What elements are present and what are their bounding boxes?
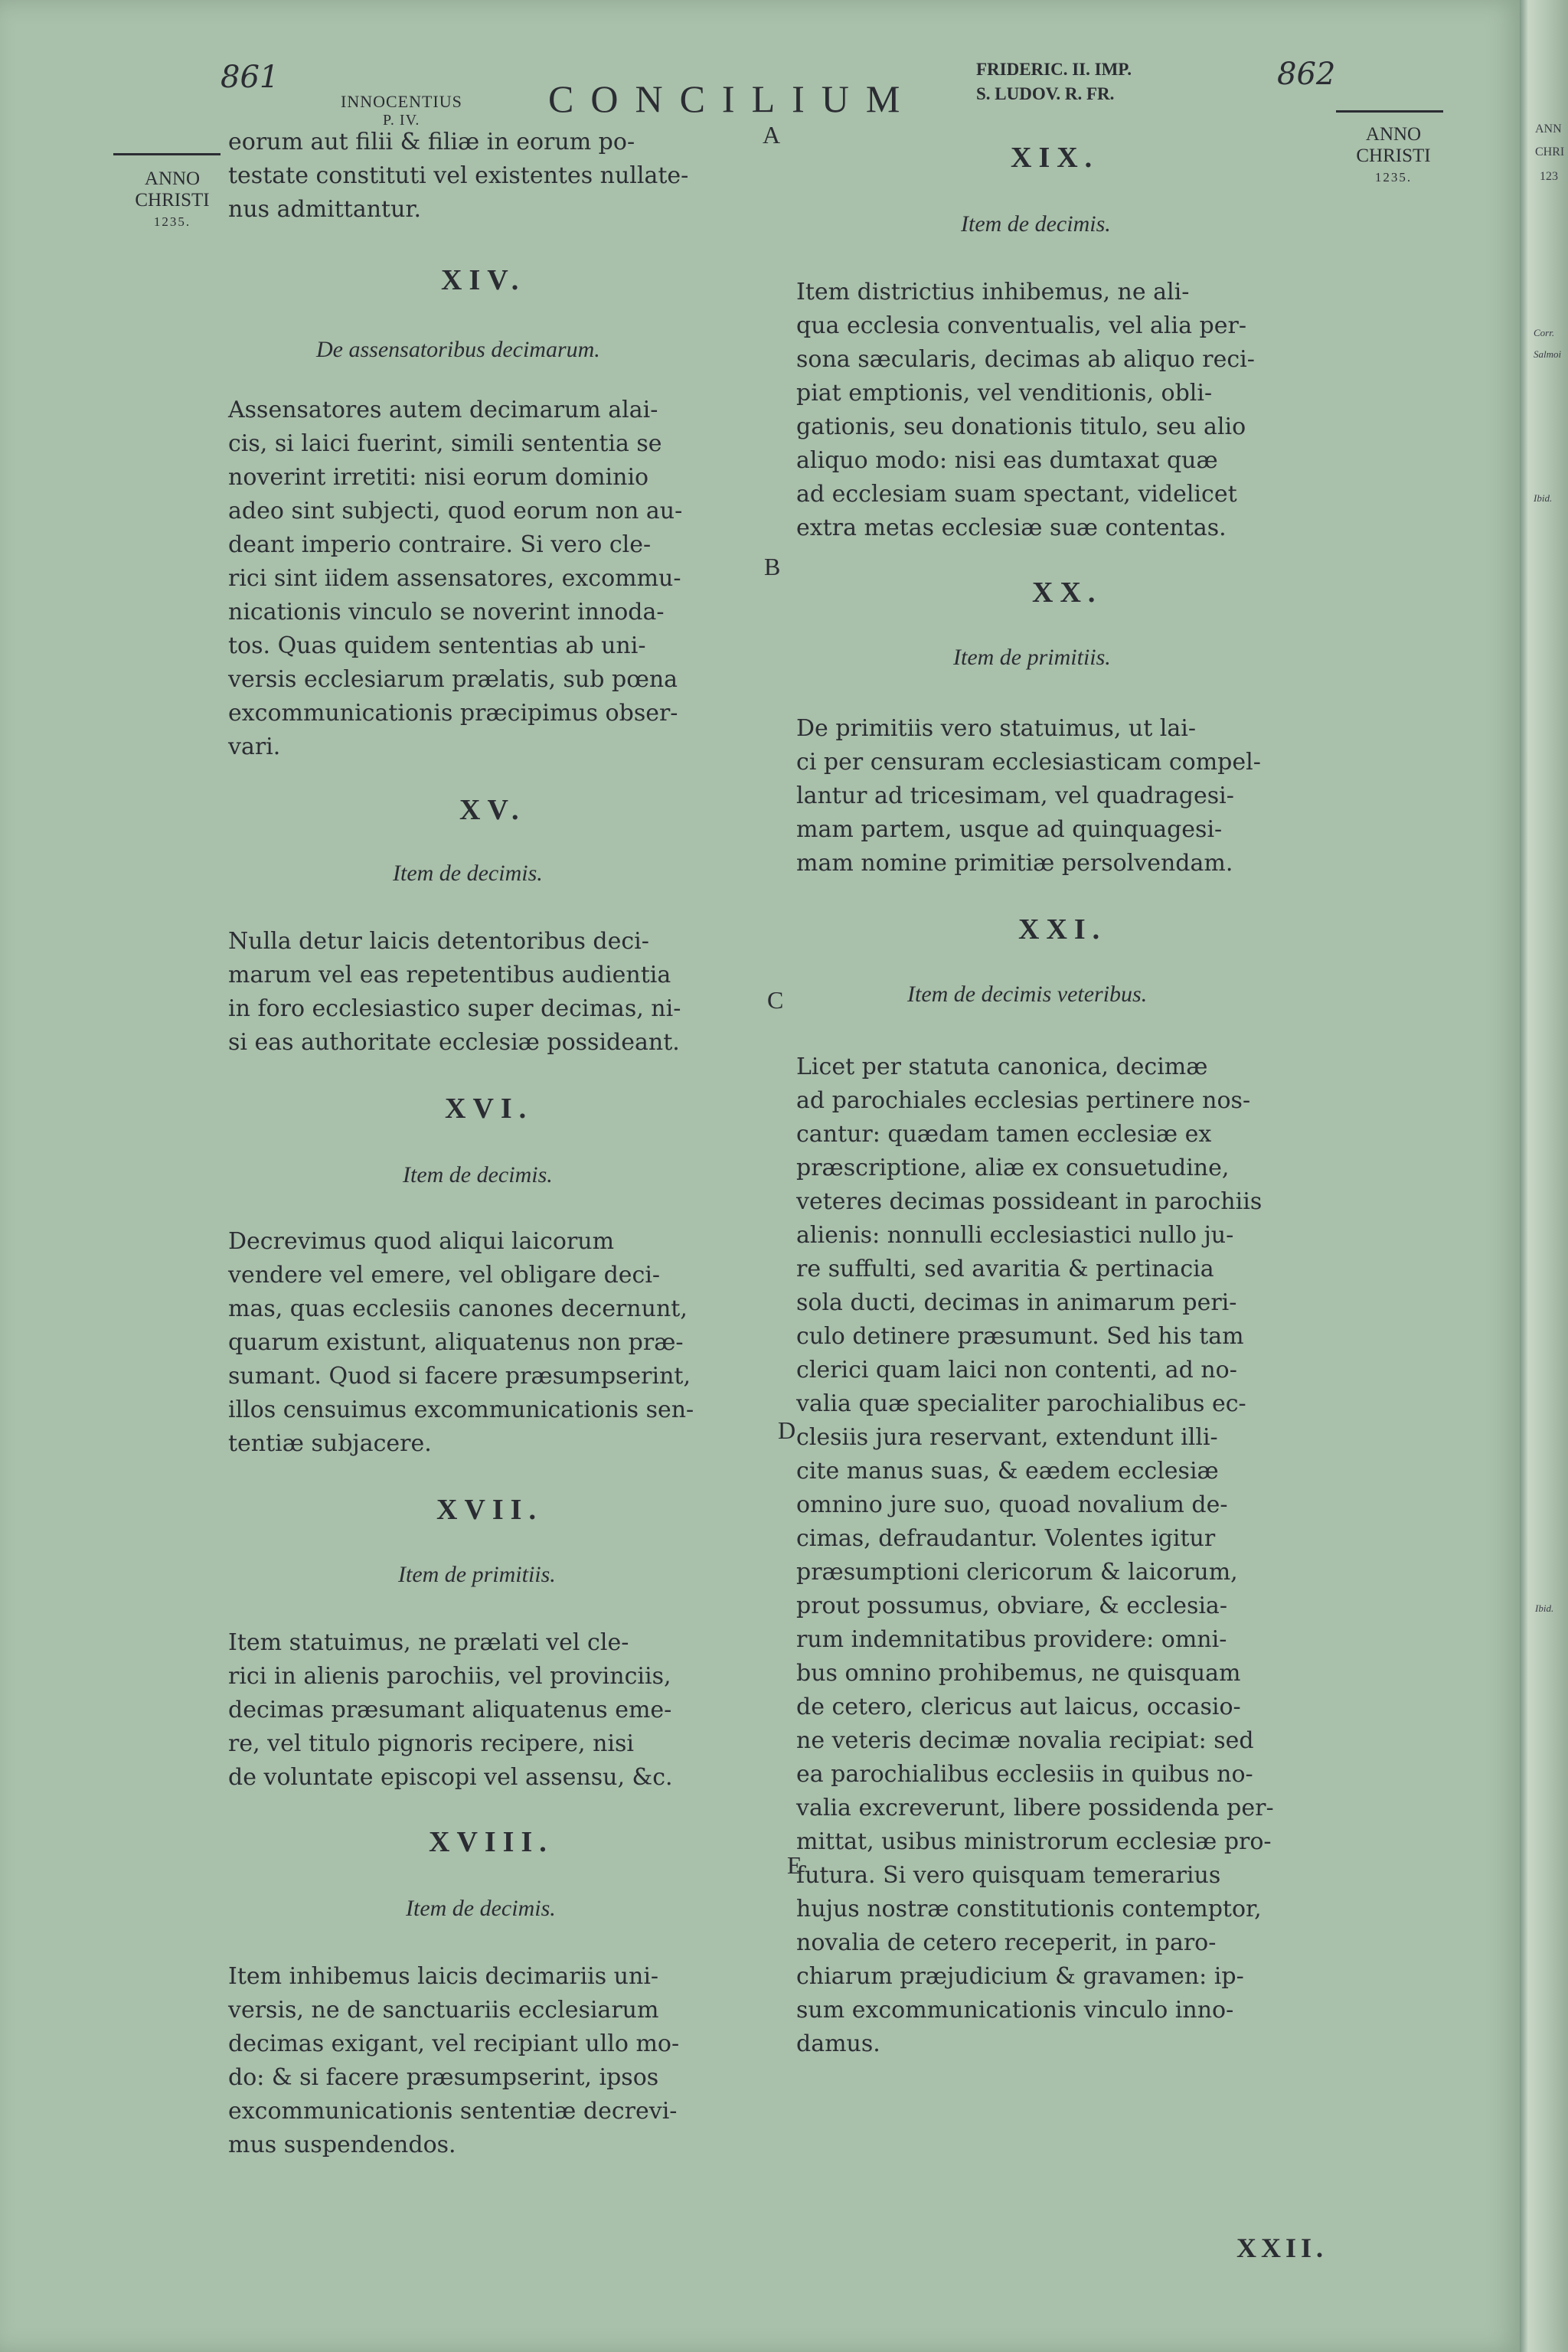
text-line: futura. Si vero quisquam temerarius [796,1862,1221,1889]
section-number: XX. [1032,577,1102,609]
text-line: præscriptione, aliæ ex consuetudine, [796,1155,1230,1181]
intro-line: testate constituti vel existentes nullate- [228,162,689,189]
facing-page-fragment: CHRI [1535,145,1565,158]
anno-christi-right [1348,124,1439,188]
text-line: valia quæ specialiter parochialibus ec- [796,1390,1246,1417]
text-line: de voluntate episcopi vel assensu, &c. [228,1764,673,1791]
text-line: Assensatores autem decimarum alai- [228,397,658,423]
section-title: Item de decimis. [403,1162,553,1187]
text-line: Nulla detur laicis detentoribus deci- [228,928,649,955]
section-marker-a: A [763,121,781,149]
text-line: prout possumus, obviare, & ecclesia- [796,1592,1227,1619]
text-line: hujus nostræ constitutionis contemptor, [796,1896,1262,1922]
text-line: de cetero, clericus aut laicus, occasio- [796,1694,1241,1720]
text-line: excommunicationis præcipimus obser- [228,700,678,727]
text-line: damus. [796,2030,880,2057]
header-pope-sub: P. IV. [383,112,420,129]
section-title: Item de decimis. [961,211,1111,237]
text-line: sola ducti, decimas in animarum peri- [796,1289,1237,1316]
facing-page-fragment: 123 [1540,170,1558,183]
facing-page-fragment: ANN [1535,122,1562,136]
text-line: quarum existunt, aliquatenus non præ- [228,1329,684,1356]
text-line: ci per censuram ecclesiasticam compel- [796,749,1261,776]
section-number: XVIII. [429,1826,554,1858]
section-title: Item de primitiis. [953,645,1111,670]
text-line: sona sæcularis, decimas ab aliquo reci- [796,346,1255,373]
text-line: tentiæ subjacere. [228,1430,432,1457]
anno-year: 1235. [1374,170,1413,185]
text-line: veteres decimas possideant in parochiis [796,1188,1263,1215]
section-marker-e: E [787,1851,802,1879]
header-rulers-line2: S. LUDOV. R. FR. [976,84,1115,103]
text-line: aliquo modo: nisi eas dumtaxat quæ [796,447,1218,474]
text-line: Item districtius inhibemus, ne ali- [796,279,1190,305]
section-title: Item de decimis veteribus. [907,982,1148,1007]
text-line: valia excreverunt, libere possidenda per- [796,1795,1274,1821]
anno-year: 1235. [153,214,191,229]
intro-line: eorum aut filii & filiæ in eorum po- [228,129,635,155]
text-line: do: & si facere præsumpserint, ipsos [228,2064,659,2091]
text-line: clerici quam laici non contenti, ad no- [796,1357,1237,1383]
section-marker-b: B [764,553,781,580]
text-line: cite manus suas, & eædem ecclesiæ [796,1458,1219,1485]
facing-page-fragment: Salmoi [1534,348,1562,360]
anno-christi-left [126,168,218,233]
text-line: qua ecclesia conventualis, vel alia per- [796,312,1246,339]
text-line: mas, quas ecclesiis canones decernunt, [228,1295,688,1322]
text-line: gationis, seu donationis titulo, seu alio [796,413,1246,440]
text-line: decimas præsumant aliquatenus eme- [228,1697,672,1723]
facing-page-fragment: Corr. [1534,327,1555,338]
text-line: novalia de cetero receperit, in paro- [796,1929,1217,1956]
text-line: Item statuimus, ne prælati vel cle- [228,1629,629,1656]
text-line: versis, ne de sanctuariis ecclesiarum [228,1997,659,2024]
intro-line: nus admittantur. [228,196,421,223]
text-line: Item inhibemus laicis decimariis uni- [228,1963,659,1990]
text-line: rum indemnitatibus providere: omni- [796,1626,1227,1653]
text-line: deant imperio contraire. Si vero cle- [228,531,652,558]
text-line: decimas exigant, vel recipiant ullo mo- [228,2030,680,2057]
section-number: XXI. [1018,913,1107,946]
text-line: ad ecclesiam suam spectant, videlicet [796,481,1237,508]
text-line: excommunicationis sententiæ decrevi- [228,2098,678,2125]
text-line: sumant. Quod si facere præsumpserint, [228,1363,691,1390]
text-line: mam partem, usque ad quinquagesi- [796,816,1223,843]
text-line: piat emptionis, vel venditionis, obli- [796,380,1213,407]
facing-page-fragment: Ibid. [1534,492,1553,504]
text-line: bus omnino prohibemus, ne quisquam [796,1660,1241,1687]
facing-page-fragment: Ibid. [1535,1602,1554,1614]
anno-label: ANNO [1365,124,1422,145]
section-number: XVII. [436,1494,543,1526]
margin-rule-right [1336,110,1443,113]
catchword: XXII. [1236,2233,1328,2263]
text-line: rici in alienis parochiis, vel provinciis, [228,1663,671,1690]
text-line: vari. [228,733,281,760]
section-title: Item de decimis. [393,861,543,886]
text-line: versis ecclesiarum prælatis, sub pœna [228,666,678,693]
text-line: si eas authoritate ecclesiæ possideant. [228,1029,680,1056]
text-line: chiarum præjudicium & gravamen: ip- [796,1963,1244,1990]
header-rulers-line1: FRIDERIC. II. IMP. [976,60,1132,79]
text-line: noverint irretiti: nisi eorum dominio [228,464,649,491]
text-line: sum excommunicationis vinculo inno- [796,1997,1234,2024]
text-line: De primitiis vero statuimus, ut lai- [796,715,1197,742]
text-line: nicationis vinculo se noverint innoda- [228,599,665,626]
section-number: XIX. [1011,142,1099,174]
section-marker-d: D [778,1416,796,1444]
text-line: adeo sint subjecti, quod eorum non au- [228,498,683,524]
text-line: vendere vel emere, vel obligare deci- [228,1262,661,1289]
text-line: ea parochialibus ecclesiis in quibus no- [796,1761,1253,1788]
text-line: præsumptioni clericorum & laicorum, [796,1559,1238,1586]
text-line: Decrevimus quod aliqui laicorum [228,1228,615,1255]
header-pope: INNOCENTIUS [341,92,462,111]
text-line: cis, si laici fuerint, simili sententia se [228,430,662,457]
section-number: XV. [459,794,526,826]
text-line: alienis: nonnulli ecclesiastici nullo ju- [796,1222,1234,1249]
section-number: XVI. [445,1093,534,1125]
text-line: lantur ad tricesimam, vel quadragesi- [796,782,1234,809]
section-marker-c: C [767,986,784,1014]
page-number-left: 861 [220,60,279,95]
text-line: Licet per statuta canonica, decimæ [796,1054,1208,1080]
christi-label: CHRISTI [135,190,210,211]
text-line: ad parochiales ecclesias pertinere nos- [796,1087,1251,1114]
text-line: mam nomine primitiæ persolvendam. [796,850,1233,877]
text-line: mus suspendendos. [228,2132,456,2158]
text-line: omnino jure suo, quoad novalium de- [796,1491,1228,1518]
text-line: cantur: quædam tamen ecclesiæ ex [796,1121,1212,1148]
facing-page-edge [1520,0,1568,2352]
text-line: cimas, defraudantur. Volentes igitur [796,1525,1216,1552]
anno-label: ANNO [144,168,201,189]
text-line: marum vel eas repetentibus audientia [228,962,671,988]
christi-label: CHRISTI [1356,145,1431,166]
section-title: Item de primitiis. [398,1562,556,1587]
text-line: re, vel titulo pignoris recipere, nisi [228,1730,634,1757]
text-line: in foro ecclesiastico super decimas, ni- [228,995,681,1022]
running-title: CONCILIUM [548,77,917,120]
section-title: Item de decimis. [406,1896,556,1921]
text-line: tos. Quas quidem sententias ab uni- [228,632,646,659]
text-line: extra metas ecclesiæ suæ contentas. [796,514,1227,541]
text-line: re suffulti, sed avaritia & pertinacia [796,1256,1214,1282]
text-line: ne veteris decimæ novalia recipiat: sed [796,1727,1254,1754]
text-line: culo detinere præsumunt. Sed his tam [796,1323,1244,1350]
page-number-right: 862 [1277,57,1336,92]
margin-rule-left [113,153,220,155]
text-line: illos censuimus excommunicationis sen- [228,1396,694,1423]
text-line: clesiis jura reservant, extendunt illi- [796,1424,1218,1451]
text-line: mittat, usibus ministrorum ecclesiæ pro- [796,1828,1272,1855]
section-title: De assensatoribus decimarum. [316,337,600,362]
text-line: rici sint iidem assensatores, excommu- [228,565,681,592]
section-number: XIV. [441,264,526,296]
